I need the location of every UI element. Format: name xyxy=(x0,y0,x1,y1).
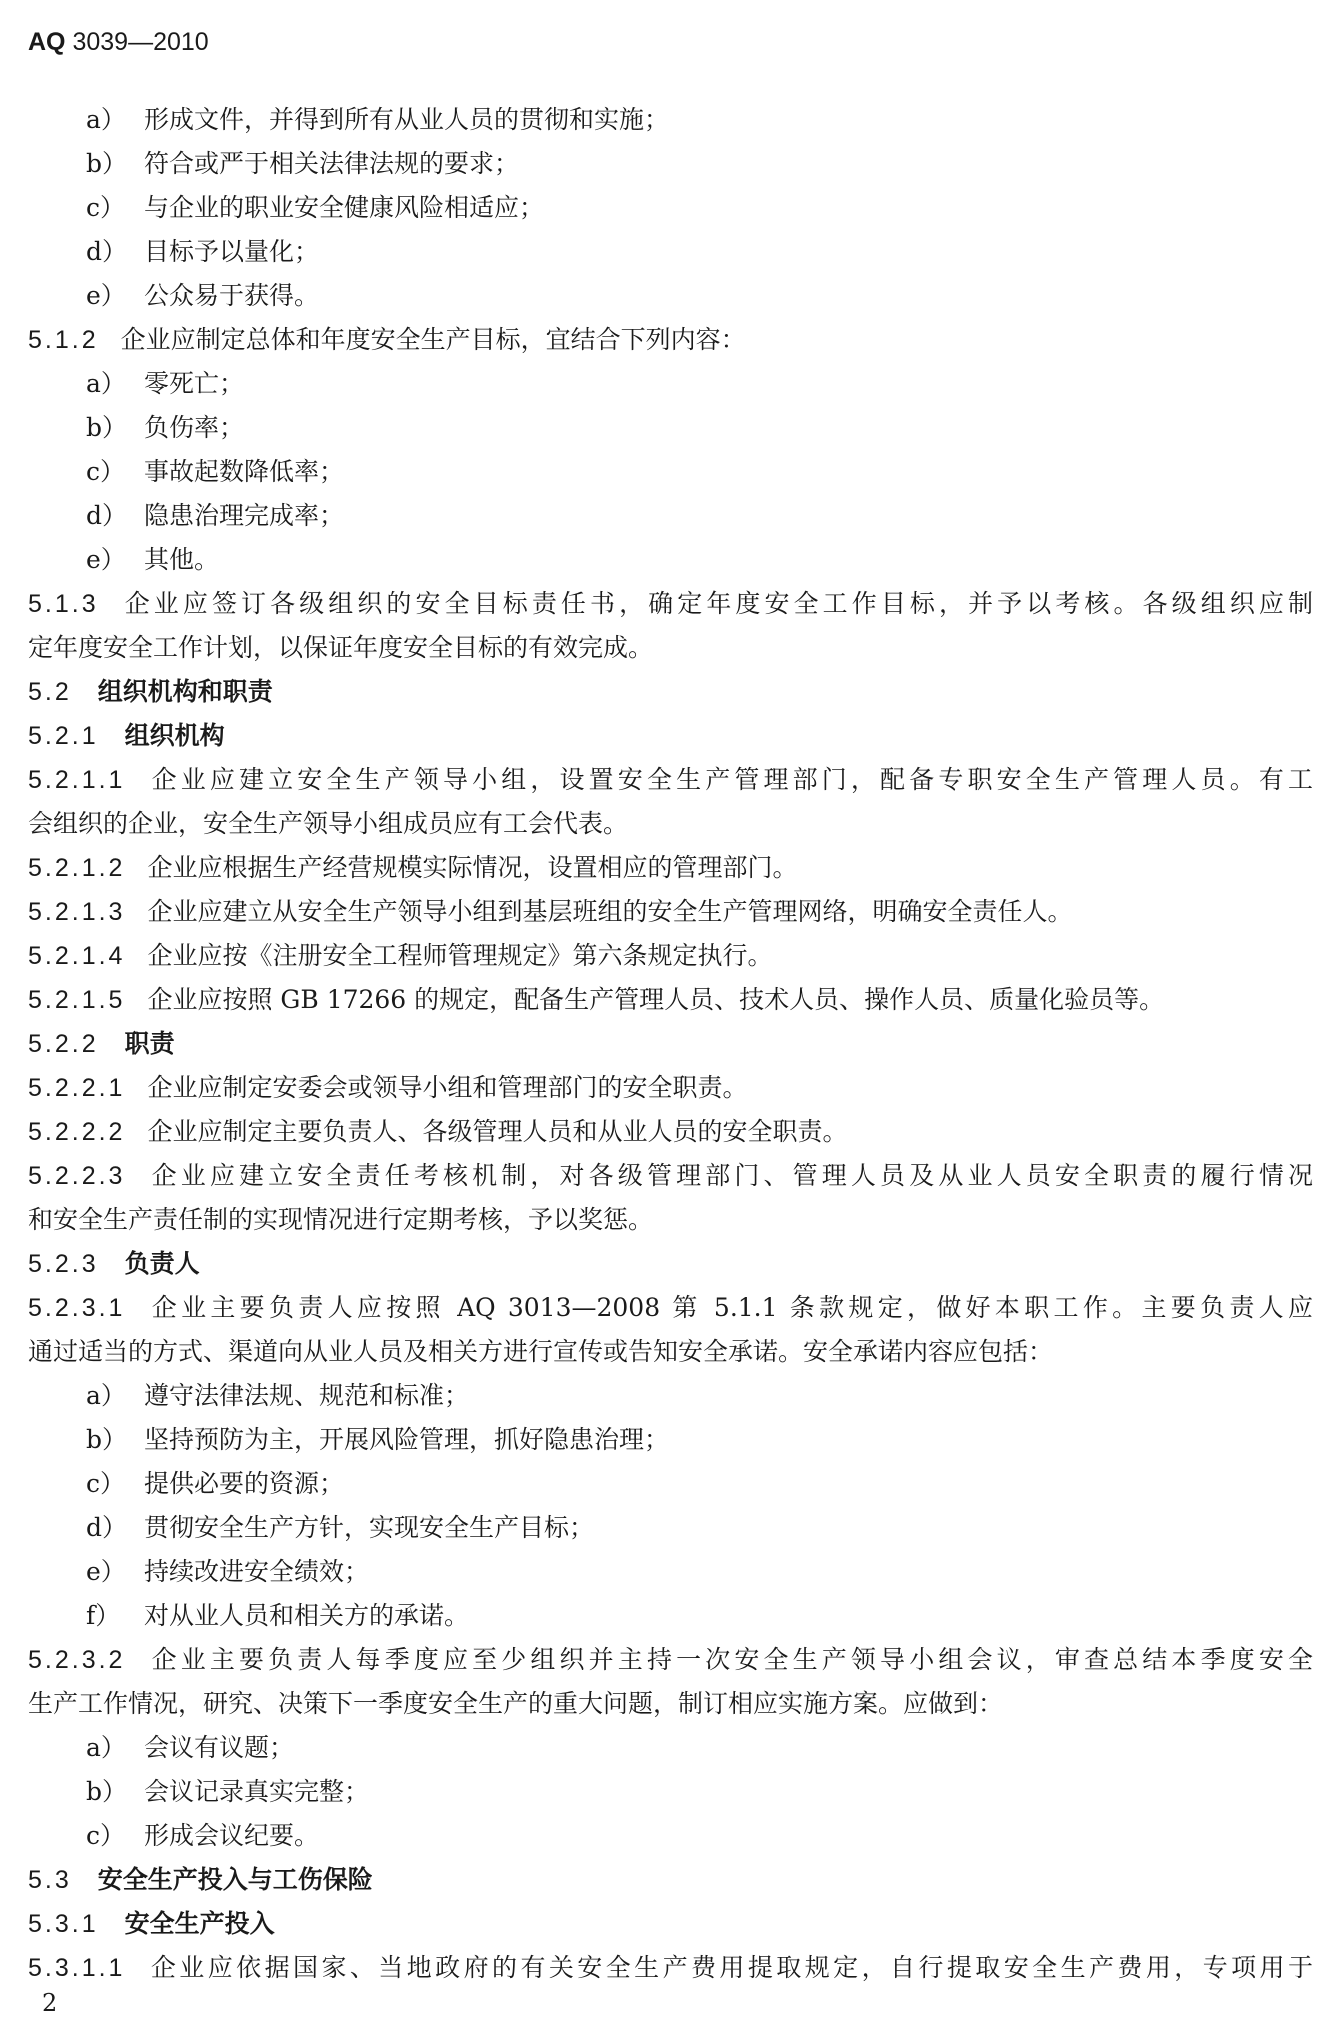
list-item-text: 公众易于获得。 xyxy=(144,281,320,310)
clause-number: 5.2.2.3 xyxy=(28,1162,126,1190)
list-item-text: 负伤率； xyxy=(144,413,245,442)
clause-text: 企业应制定主要负责人、各级管理人员和从业人员的安全职责。 xyxy=(147,1117,848,1146)
section-heading xyxy=(28,714,1313,758)
clause-number: 5.2.1 xyxy=(28,722,99,750)
list-item-text: 会议有议题； xyxy=(144,1733,295,1762)
list-item xyxy=(28,1462,1313,1506)
clause-number: 5.2 xyxy=(28,678,72,706)
clause-number: 5.2.1.1 xyxy=(28,766,126,794)
list-item-text: 遵守法律法规、规范和标准； xyxy=(144,1381,470,1410)
clause-paragraph xyxy=(28,846,1313,890)
list-item xyxy=(28,274,1313,318)
clause-text: 企业应依据国家、当地政府的有关安全生产费用提取规定，自行提取安全生产费用，专项用于 xyxy=(147,1953,1313,1982)
list-item xyxy=(28,362,1313,406)
list-item xyxy=(28,142,1313,186)
clause-text: 企业主要负责人应按照 AQ 3013—2008 第 5.1.1 条款规定，做好本职工作。主要负责人应 xyxy=(147,1293,1313,1322)
list-marker: c） xyxy=(86,1469,126,1498)
clause-text: 企业应建立安全生产领导小组，设置安全生产管理部门，配备专职安全生产管理人员。有工 xyxy=(147,765,1313,794)
clause-number: 5.3.1.1 xyxy=(28,1954,126,1982)
clause-text: 企业应制定总体和年度安全生产目标，宜结合下列内容： xyxy=(120,325,746,354)
list-marker: d） xyxy=(86,1513,128,1542)
section-heading xyxy=(28,1858,1313,1902)
clause-text: 企业应按《注册安全工程师管理规定》第六条规定执行。 xyxy=(147,941,773,970)
list-item xyxy=(28,450,1313,494)
clause-number: 5.2.1.4 xyxy=(28,942,126,970)
clause-number: 5.2.2.2 xyxy=(28,1118,126,1146)
list-marker: a） xyxy=(86,105,126,134)
list-item xyxy=(28,1418,1313,1462)
list-marker: d） xyxy=(86,237,128,266)
list-item xyxy=(28,494,1313,538)
list-marker: c） xyxy=(86,1821,126,1850)
clause-number: 5.2.2.1 xyxy=(28,1074,126,1102)
clause-text: 企业主要负责人每季度应至少组织并主持一次安全生产领导小组会议，审查总结本季度安全 xyxy=(147,1645,1313,1674)
clause-paragraph xyxy=(28,1110,1313,1154)
list-item xyxy=(28,186,1313,230)
clause-paragraph xyxy=(28,978,1313,1022)
clause-number: 5.2.2 xyxy=(28,1030,99,1058)
list-marker: c） xyxy=(86,193,126,222)
clause-number: 5.2.1.2 xyxy=(28,854,126,882)
list-marker: a） xyxy=(86,1381,126,1410)
section-title: 安全生产投入与工伤保险 xyxy=(97,1865,373,1894)
list-item-text: 对从业人员和相关方的承诺。 xyxy=(144,1601,470,1630)
list-marker: b） xyxy=(86,1425,128,1454)
clause-text: 企业应按照 GB 17266 的规定，配备生产管理人员、技术人员、操作人员、质量化验员等。 xyxy=(147,985,1165,1014)
clause-paragraph xyxy=(28,318,1313,362)
list-item-text: 目标予以量化； xyxy=(144,237,320,266)
list-marker: b） xyxy=(86,149,128,178)
paragraph-continuation: 生产工作情况，研究、决策下一季度安全生产的重大问题，制订相应实施方案。应做到： xyxy=(28,1689,1004,1718)
paragraph-continuation: 通过适当的方式、渠道向从业人员及相关方进行宣传或告知安全承诺。安全承诺内容应包括： xyxy=(28,1337,1054,1366)
section-heading xyxy=(28,670,1313,714)
list-item-text: 提供必要的资源； xyxy=(144,1469,345,1498)
clause-number: 5.2.1.5 xyxy=(28,986,126,1014)
section-title: 职责 xyxy=(124,1029,175,1058)
page-number: 2 xyxy=(42,1989,58,2017)
paragraph-continuation: 会组织的企业，安全生产领导小组成员应有工会代表。 xyxy=(28,809,629,838)
list-marker: a） xyxy=(86,369,126,398)
list-item xyxy=(28,1550,1313,1594)
clause-paragraph xyxy=(28,1154,1313,1198)
clause-paragraph xyxy=(28,582,1313,626)
clause-paragraph xyxy=(28,934,1313,978)
list-marker: c） xyxy=(86,457,126,486)
list-marker: b） xyxy=(86,413,128,442)
list-item xyxy=(28,230,1313,274)
section-title: 组织机构和职责 xyxy=(97,677,273,706)
clause-text: 企业应签订各级组织的安全目标责任书，确定年度安全工作目标，并予以考核。各级组织应制 xyxy=(120,589,1313,618)
clause-text: 企业应根据生产经营规模实际情况，设置相应的管理部门。 xyxy=(147,853,798,882)
list-item xyxy=(28,1506,1313,1550)
section-heading xyxy=(28,1242,1313,1286)
list-item-text: 事故起数降低率； xyxy=(144,457,345,486)
standard-header xyxy=(28,24,209,60)
clause-paragraph xyxy=(28,1946,1313,1990)
clause-number: 5.1.2 xyxy=(28,326,99,354)
list-item-text: 会议记录真实完整； xyxy=(144,1777,370,1806)
list-item xyxy=(28,1726,1313,1770)
list-marker: e） xyxy=(86,545,126,574)
section-title: 安全生产投入 xyxy=(124,1909,275,1938)
list-item xyxy=(28,1814,1313,1858)
clause-text: 企业应制定安委会或领导小组和管理部门的安全职责。 xyxy=(147,1073,748,1102)
clause-number: 5.3.1 xyxy=(28,1910,99,1938)
list-item xyxy=(28,1770,1313,1814)
list-marker: d） xyxy=(86,501,128,530)
list-item-text: 隐患治理完成率； xyxy=(144,501,345,530)
section-title: 负责人 xyxy=(124,1249,200,1278)
clause-paragraph xyxy=(28,890,1313,934)
clause-number: 5.2.3.2 xyxy=(28,1646,126,1674)
list-item-text: 符合或严于相关法律法规的要求； xyxy=(144,149,520,178)
clause-number: 5.3 xyxy=(28,1866,72,1894)
list-item-text: 形成文件，并得到所有从业人员的贯彻和实施； xyxy=(144,105,670,134)
clause-paragraph xyxy=(28,1066,1313,1110)
clause-paragraph xyxy=(28,1286,1313,1330)
clause-number: 5.1.3 xyxy=(28,590,99,618)
clause-number: 5.2.3.1 xyxy=(28,1294,126,1322)
standard-number: 3039—2010 xyxy=(72,28,209,56)
section-heading xyxy=(28,1022,1313,1066)
list-item-text: 其他。 xyxy=(144,545,220,574)
list-marker: e） xyxy=(86,1557,126,1586)
list-marker: a） xyxy=(86,1733,126,1762)
paragraph-continuation: 定年度安全工作计划，以保证年度安全目标的有效完成。 xyxy=(28,633,654,662)
list-item xyxy=(28,1594,1313,1638)
list-marker: e） xyxy=(86,281,126,310)
document-body xyxy=(28,98,1313,1990)
list-marker: b） xyxy=(86,1777,128,1806)
clause-text: 企业应建立安全责任考核机制，对各级管理部门、管理人员及从业人员安全职责的履行情况 xyxy=(147,1161,1313,1190)
paragraph-continuation: 和安全生产责任制的实现情况进行定期考核，予以奖惩。 xyxy=(28,1205,654,1234)
list-marker: f） xyxy=(86,1601,121,1630)
list-item xyxy=(28,98,1313,142)
clause-paragraph xyxy=(28,1638,1313,1682)
clause-number: 5.2.1.3 xyxy=(28,898,126,926)
standard-prefix: AQ xyxy=(28,28,66,56)
list-item-text: 贯彻安全生产方针，实现安全生产目标； xyxy=(144,1513,595,1542)
clause-number: 5.2.3 xyxy=(28,1250,99,1278)
list-item-text: 与企业的职业安全健康风险相适应； xyxy=(144,193,545,222)
list-item-text: 形成会议纪要。 xyxy=(144,1821,320,1850)
section-heading xyxy=(28,1902,1313,1946)
list-item-text: 持续改进安全绩效； xyxy=(144,1557,370,1586)
list-item xyxy=(28,538,1313,582)
list-item-text: 坚持预防为主，开展风险管理，抓好隐患治理； xyxy=(144,1425,670,1454)
list-item xyxy=(28,406,1313,450)
list-item xyxy=(28,1374,1313,1418)
list-item-text: 零死亡； xyxy=(144,369,245,398)
clause-text: 企业应建立从安全生产领导小组到基层班组的安全生产管理网络，明确安全责任人。 xyxy=(147,897,1073,926)
section-title: 组织机构 xyxy=(124,721,225,750)
clause-paragraph xyxy=(28,758,1313,802)
